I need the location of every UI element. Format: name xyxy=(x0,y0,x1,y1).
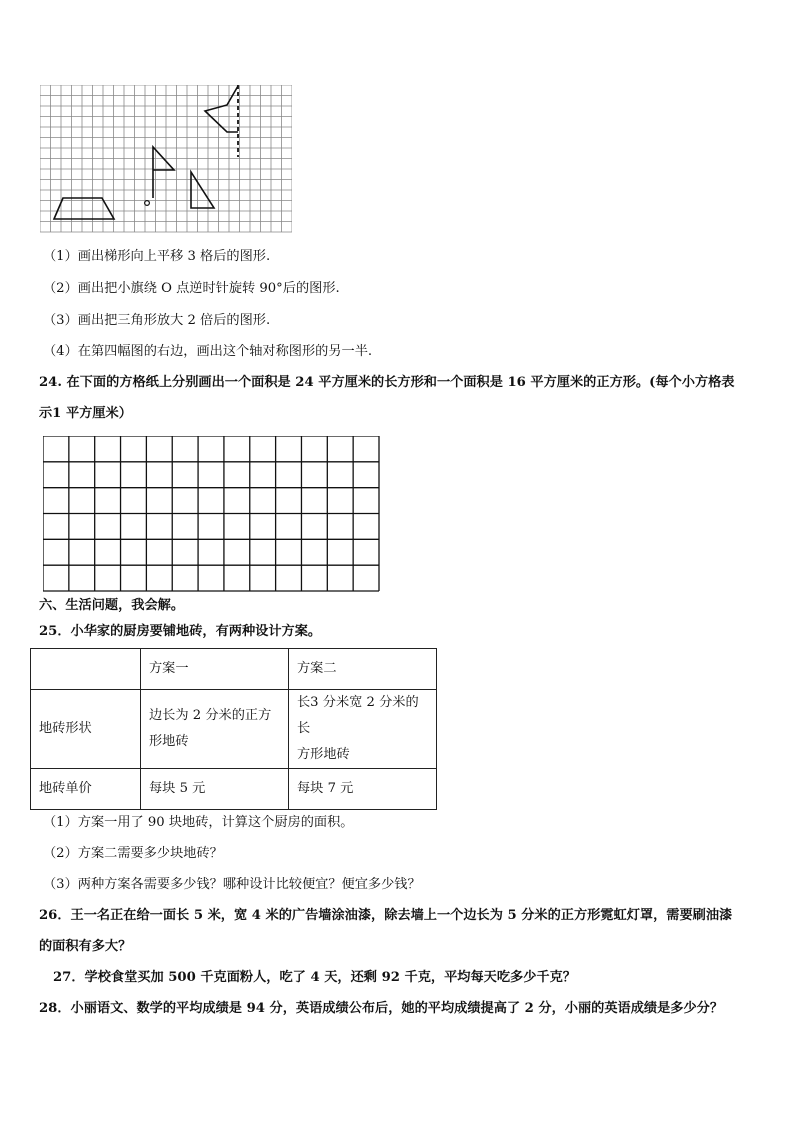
table-header-plan-2: 方案二 xyxy=(289,649,437,690)
table-label-shape: 地砖形状 xyxy=(31,690,141,769)
q24-text-line1: 24. 在下面的方格纸上分别画出一个面积是 24 平方厘米的长方形和一个面积是 16 平方厘米的正方形。(每个小方格表 xyxy=(39,375,735,390)
q26-text-line2: 的面积有多大？ xyxy=(39,939,132,954)
q26-text-line1: 26．王一名正在给一面长 5 米，宽 4 米的广告墙涂油漆，除去墙上一个边长为 5 分米的正方形霓虹灯罩，需要刷油漆 xyxy=(39,908,733,923)
table-header-empty xyxy=(31,649,141,690)
table-plan-2-shape xyxy=(289,690,437,769)
q24-text-line2: 示1 平方厘米） xyxy=(39,406,132,421)
plan-2-shape-line2: 方形地砖 xyxy=(297,747,350,762)
q25-item-2: （2）方案二需要多少块地砖？ xyxy=(43,846,223,861)
table-plan-2-price: 每块 7 元 xyxy=(289,769,437,810)
q25-item-1: （1）方案一用了 90 块地砖，计算这个厨房的面积。 xyxy=(43,815,354,830)
table-label-price: 地砖单价 xyxy=(31,769,141,810)
plan-2-shape-line1: 长3 分米宽 2 分米的长 xyxy=(297,695,419,736)
table-plan-1-shape xyxy=(141,690,289,769)
trapezoid-shape xyxy=(54,198,114,219)
plan-1-shape-line1: 边长为 2 分米的正方 xyxy=(149,708,272,723)
q23-item-1: （1）画出梯形向上平移 3 格后的图形. xyxy=(43,249,271,264)
q23-item-4: （4）在第四幅图的右边，画出这个轴对称图形的另一半. xyxy=(43,344,373,359)
q23-item-3: （3）画出把三角形放大 2 倍后的图形. xyxy=(43,313,271,328)
q25-stem: 25．小华家的厨房要铺地砖，有两种设计方案。 xyxy=(39,624,322,639)
plan-1-shape-line2: 形地砖 xyxy=(149,734,189,749)
q23-shapes-grid xyxy=(40,85,292,235)
q25-plan-table xyxy=(30,648,437,810)
table-header-plan-1: 方案一 xyxy=(141,649,289,690)
table-plan-1-price: 每块 5 元 xyxy=(141,769,289,810)
q23-item-2: （2）画出把小旗绕 O 点逆时针旋转 90°后的图形. xyxy=(43,281,340,296)
q24-drawing-grid xyxy=(43,436,380,593)
q27-text: 27．学校食堂买加 500 千克面粉人，吃了 4 天，还剩 92 千克，平均每天吃多少千克？ xyxy=(53,970,576,985)
section-6-heading: 六、生活问题，我会解。 xyxy=(39,598,185,613)
half-symmetric-shape xyxy=(205,86,238,132)
q28-text: 28．小丽语文、数学的平均成绩是 94 分，英语成绩公布后，她的平均成绩提高了 2 分，小丽的英语成绩是多少分？ xyxy=(39,1001,724,1016)
q25-item-3: （3）两种方案各需要多少钱？哪种设计比较便宜？便宜多少钱？ xyxy=(43,877,421,892)
